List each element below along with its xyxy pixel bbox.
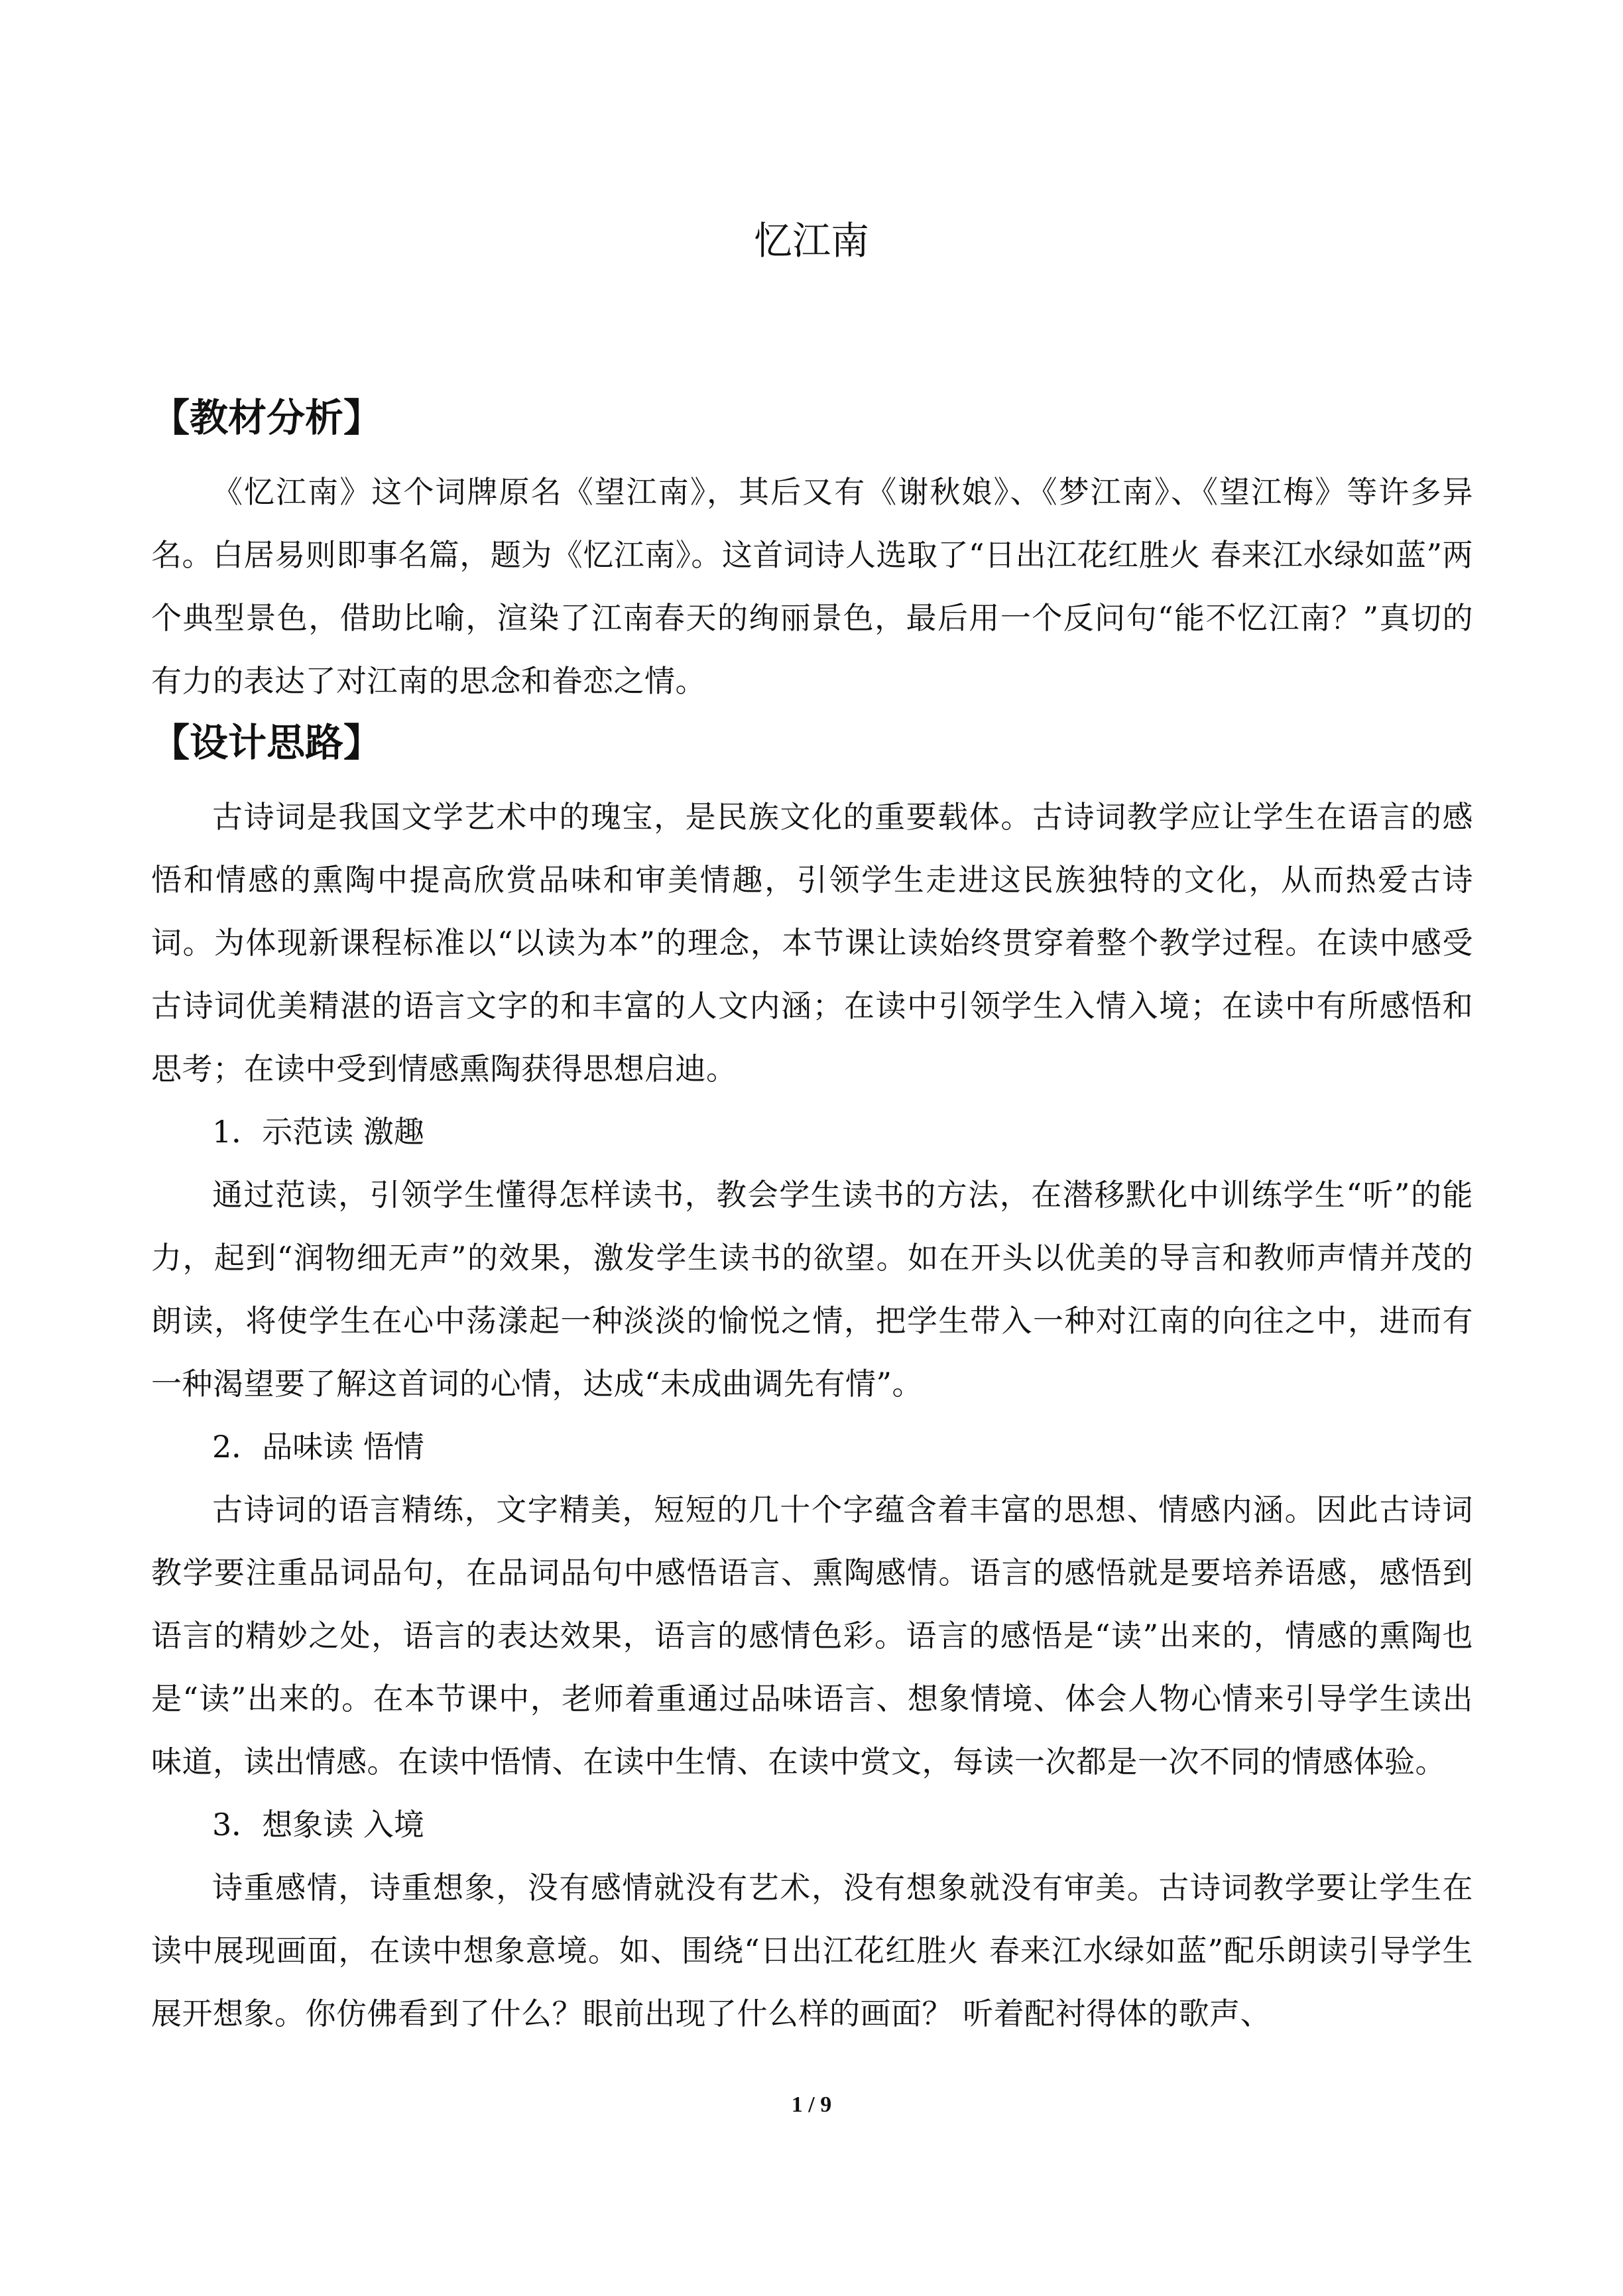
paragraph-item-2: 古诗词的语言精练，文字精美，短短的几十个字蕴含着丰富的思想、情感内涵。因此古诗词教学要注重品词品句，在品词品句中感悟语言、熏陶感情。语言的感悟就是要培养语感，感悟到语言的精妙之处，语言的表达效果，语言的感情色彩。语言的感悟是“读”出来的，情感的熏陶也是“读”出来的。在本节课中，老师着重通过品味语言、想象情境、体会人物心情来引导学生读出味道，读出情感。在读中悟情、在读中生情、在读中赏文，每读一次都是一次不同的情感体验。 — [151, 1492, 1473, 1780]
page-number: 1 / 9 — [791, 2092, 832, 2117]
subheading-item-1: 1．示范读 激趣 — [212, 1114, 424, 1150]
section-heading-design-idea: 【设计思路】 — [151, 720, 383, 765]
paragraph-design-idea-intro: 古诗词是我国文学艺术中的瑰宝，是民族文化的重要载体。古诗词教学应让学生在语言的感悟和情感的熏陶中提高欣赏品味和审美情趣，引领学生走进这民族独特的文化，从而热爱古诗词。为体现新课程标准以“以读为本”的理念，本节课让读始终贯穿着整个教学过程。在读中感受古诗词优美精湛的语言文字的和丰富的人文内涵；在读中引领学生入情入境；在读中有所感悟和思考；在读中受到情感熏陶获得思想启迪。 — [151, 799, 1473, 1087]
section-heading-textbook-analysis: 【教材分析】 — [151, 395, 383, 440]
paragraph-textbook-analysis: 《忆江南》这个词牌原名《望江南》，其后又有《谢秋娘》、《梦江南》、《望江梅》等许多异名。白居易则即事名篇，题为《忆江南》。这首词诗人选取了“日出江花红胜火 春来江水绿如蓝”两个典型景色，借助比喻，渲染了江南春天的绚丽景色，最后用一个反问句“能不忆江南？”真切的有力的表达了对江南的思念和眷恋之情。 — [151, 474, 1473, 699]
page-title: 忆江南 — [753, 218, 869, 263]
paragraph-item-1: 通过范读，引领学生懂得怎样读书，教会学生读书的方法，在潜移默化中训练学生“听”的能力，起到“润物细无声”的效果，激发学生读书的欲望。如在开头以优美的导言和教师声情并茂的朗读，将使学生在心中荡漾起一种淡淡的愉悦之情，把学生带入一种对江南的向往之中，进而有一种渴望要了解这首词的心情，达成“未成曲调先有情”。 — [151, 1177, 1473, 1402]
subheading-item-2: 2．品味读 悟情 — [212, 1429, 424, 1465]
paragraph-item-3: 诗重感情，诗重想象，没有感情就没有艺术，没有想象就没有审美。古诗词教学要让学生在读中展现画面，在读中想象意境。如、围绕“日出江花红胜火 春来江水绿如蓝”配乐朗读引导学生展开想象。你仿佛看到了什么？眼前出现了什么样的画面？ 听着配衬得体的歌声、 — [151, 1870, 1473, 2031]
subheading-item-3: 3．想象读 入境 — [212, 1807, 424, 1843]
